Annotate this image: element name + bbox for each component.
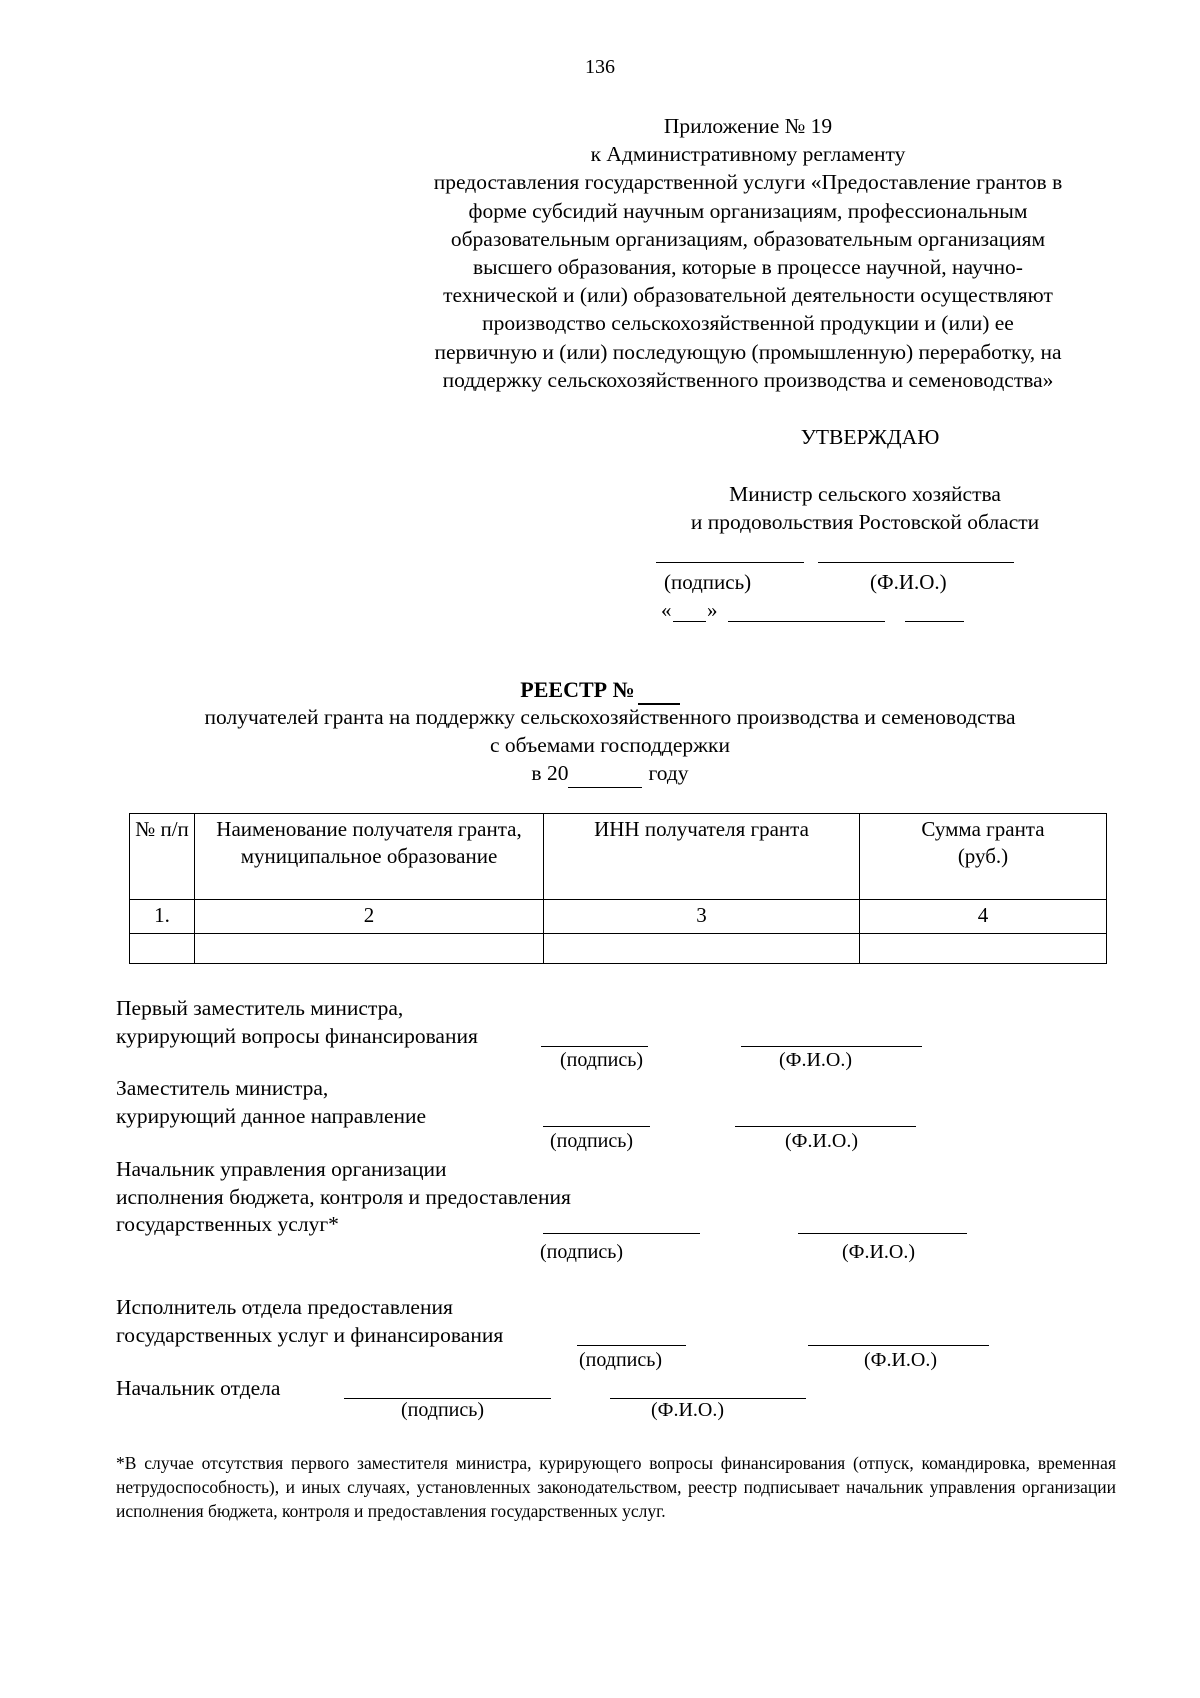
approval-date-close-quote: » xyxy=(707,598,718,622)
signatory-line: Исполнитель отдела предоставления xyxy=(116,1295,453,1319)
approval-position-line: Министр сельского хозяйства xyxy=(729,482,1001,506)
registry-subtitle-line: получателей гранта на поддержку сельскохозяйственного производства и семеноводства xyxy=(204,705,1016,729)
signatory-title xyxy=(116,1294,503,1349)
appendix-line: технической и (или) образовательной деятельности осуществляют xyxy=(443,283,1053,308)
appendix-line: первичную и (или) последующую (промышленную) переработку, на xyxy=(434,339,1062,364)
approval-name-caption: (Ф.И.О.) xyxy=(870,570,947,594)
approval-date-month-line xyxy=(728,621,885,622)
page-number: 136 xyxy=(585,56,615,78)
table-cell xyxy=(195,934,544,964)
signatory-title xyxy=(116,995,478,1050)
signature-line xyxy=(541,1046,648,1047)
table-cell xyxy=(860,934,1107,964)
approval-date-open-quote: « xyxy=(661,598,672,622)
approval-position xyxy=(620,481,1110,536)
signature-caption: (подпись) xyxy=(560,1049,644,1071)
appendix-line: форме субсидий научным организациям, профессиональным xyxy=(468,198,1028,223)
appendix-line: поддержку сельскохозяйственного производства и семеноводства» xyxy=(442,367,1054,392)
table-header-cell: Наименование получателя гранта, муниципальное образование xyxy=(195,814,544,900)
signatory-line: государственных услуг и финансирования xyxy=(116,1322,504,1347)
table-cell: 4 xyxy=(860,900,1107,934)
signatory-title xyxy=(116,1075,426,1130)
signatory-title xyxy=(116,1375,280,1403)
table-cell: 2 xyxy=(195,900,544,934)
table-cell xyxy=(130,934,195,964)
signature-line xyxy=(577,1345,686,1346)
table-cell: 3 xyxy=(544,900,860,934)
table-row xyxy=(130,900,1107,934)
registry-year-prefix: в 20 xyxy=(531,761,569,785)
signature-caption: (подпись) xyxy=(550,1130,634,1152)
signature-caption: (подпись) xyxy=(579,1349,663,1371)
approval-position-line: и продовольствия Ростовской области xyxy=(690,509,1040,534)
signatory-line: государственных услуг* xyxy=(116,1212,339,1236)
table-header-cell: Сумма гранта (руб.) xyxy=(860,814,1107,900)
approval-title: УТВЕРЖДАЮ xyxy=(800,425,940,449)
appendix-line: образовательным организациям, образовательным организациям xyxy=(450,226,1046,251)
name-line xyxy=(741,1046,922,1047)
approval-name-line xyxy=(818,562,1014,563)
registry-title-text: РЕЕСТР № xyxy=(520,677,635,702)
appendix-line: производство сельскохозяйственной продукции и (или) ее xyxy=(482,311,1014,336)
name-caption: (Ф.И.О.) xyxy=(842,1241,916,1263)
approval-signature-caption: (подпись) xyxy=(664,570,752,594)
name-line xyxy=(735,1126,916,1127)
signatory-line: курирующий вопросы финансирования xyxy=(116,1023,478,1048)
name-line xyxy=(808,1345,989,1346)
signatory-line: Начальник отдела xyxy=(116,1376,281,1400)
signature-caption: (подпись) xyxy=(540,1241,624,1263)
signatory-line: курирующий данное направление xyxy=(116,1103,427,1128)
registry-year-blank xyxy=(568,759,642,788)
signature-line xyxy=(543,1126,650,1127)
registry-subtitle xyxy=(60,703,1160,788)
signatory-line: Заместитель министра, xyxy=(116,1076,329,1100)
appendix-line: высшего образования, которые в процессе научной, научно- xyxy=(473,255,1023,280)
registry-subtitle-line: с объемами господдержки xyxy=(490,733,730,757)
signature-caption: (подпись) xyxy=(401,1399,485,1421)
approval-signature-line xyxy=(656,562,804,563)
registry-number-blank xyxy=(638,677,680,705)
signatory-line: Первый заместитель министра, xyxy=(116,996,404,1020)
approval-date-day-line xyxy=(673,621,706,622)
registry-title xyxy=(0,677,1200,705)
table-cell: 1. xyxy=(130,900,195,934)
approval-date-year-line xyxy=(905,621,964,622)
name-line xyxy=(798,1233,967,1234)
signatory-line: исполнения бюджета, контроля и предоставления xyxy=(116,1184,571,1209)
name-caption: (Ф.И.О.) xyxy=(864,1349,938,1371)
table-row xyxy=(130,934,1107,964)
registry-year-suffix: году xyxy=(648,761,689,785)
table-header-cell: ИНН получателя гранта xyxy=(544,814,860,900)
registry-year-line xyxy=(60,759,1160,788)
appendix-line: Приложение № 19 xyxy=(663,114,833,138)
appendix-line: к Административному регламенту xyxy=(590,142,906,167)
registry-table xyxy=(129,813,1107,964)
table-header-row xyxy=(130,814,1107,900)
table-header-cell: № п/п xyxy=(130,814,195,900)
footnote: *В случае отсутствия первого заместителя министра, курирующего вопросы финансирования (отпуск, командировка, временная нетрудоспособность), и иных случаях, установленных законодательством, реестр подписывает начальник управления организации исполнения бюджета, контроля и предоставления государственных услуг. xyxy=(116,1453,1116,1521)
name-caption: (Ф.И.О.) xyxy=(785,1130,859,1152)
signature-line xyxy=(543,1233,700,1234)
name-caption: (Ф.И.О.) xyxy=(779,1049,853,1071)
signatory-line: Начальник управления организации xyxy=(116,1157,447,1181)
name-caption: (Ф.И.О.) xyxy=(651,1399,725,1421)
table-cell xyxy=(544,934,860,964)
appendix-header xyxy=(398,112,1098,394)
signatory-title xyxy=(116,1156,571,1239)
appendix-line: предоставления государственной услуги «Предоставление грантов в xyxy=(433,170,1063,195)
